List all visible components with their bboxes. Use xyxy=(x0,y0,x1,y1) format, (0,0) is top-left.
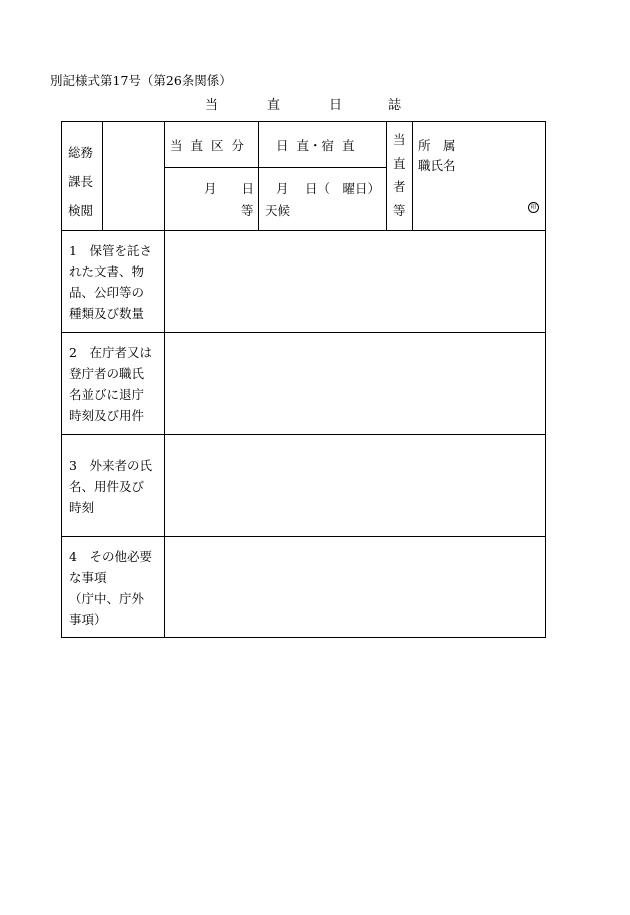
approver-label: 総務 課長 検閲 xyxy=(68,145,94,218)
row-label-other-matters: 4 その他必要 な事項 （庁中、庁外 事項） xyxy=(69,549,152,627)
weather-label: 天候 xyxy=(265,203,291,218)
row-field-staff-attendance[interactable] xyxy=(165,333,545,434)
month-day-label: 月 日 xyxy=(204,181,255,196)
seal-mark: 印 xyxy=(528,202,539,213)
duty-type-label: 日 直・宿 直 xyxy=(276,138,355,153)
grid-line xyxy=(258,122,259,230)
title-char: 直 xyxy=(267,98,281,113)
grid-line xyxy=(412,122,413,230)
form-caption: 別記様式第17号（第26条関係） xyxy=(50,73,232,88)
row-field-visitors[interactable] xyxy=(165,435,545,536)
title-char: 日 xyxy=(329,98,343,113)
row-label-staff-attendance: 2 在庁者又は 登庁者の職氏 名並びに退庁 時刻及び用件 xyxy=(69,345,152,423)
approver-stamp-field[interactable] xyxy=(103,123,163,229)
grid-line xyxy=(386,122,387,230)
duty-person-label: 当 直 者 等 xyxy=(393,132,406,218)
title-char: 誌 xyxy=(388,98,402,113)
row-label-visitors: 3 外来者の氏 名、用件及び 時刻 xyxy=(69,458,152,515)
title-char: 当 xyxy=(205,98,219,113)
etc-label: 等 xyxy=(241,203,254,218)
duty-log-form xyxy=(61,121,546,638)
name-label: 職氏名 xyxy=(418,158,456,173)
grid-line xyxy=(164,167,386,168)
row-field-other-matters[interactable] xyxy=(165,537,545,638)
row-field-stored-items[interactable] xyxy=(165,231,545,332)
date-weekday-label: 月 日（ 曜日） xyxy=(276,181,380,196)
row-label-stored-items: 1 保管を託さ れた文書、物 品、公印等の 種類及び数量 xyxy=(69,243,152,321)
duty-division-label: 当 直 区 分 xyxy=(170,138,244,153)
affiliation-label: 所 属 xyxy=(418,138,456,153)
